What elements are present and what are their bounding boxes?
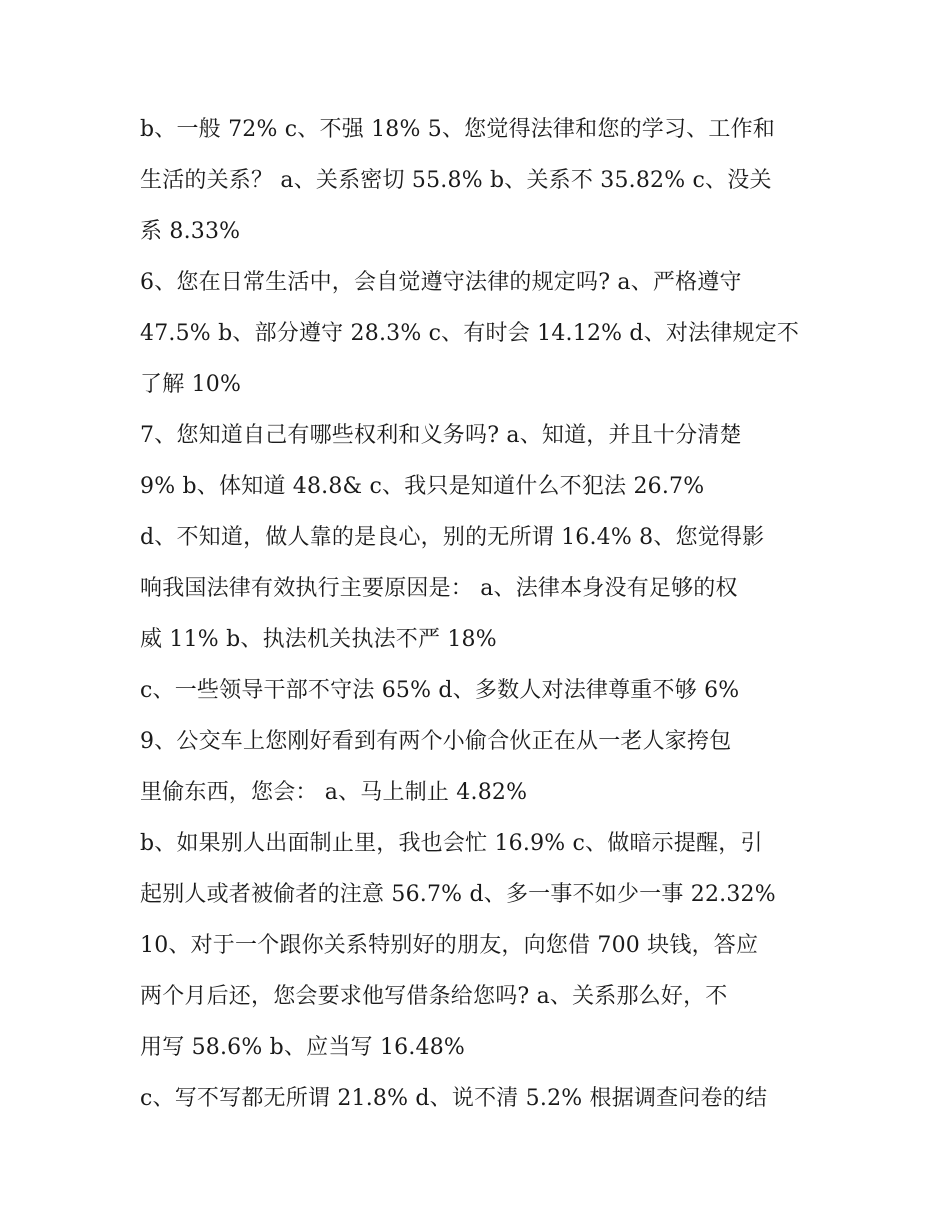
text-line: 7、您知道自己有哪些权利和义务吗? a、知道，并且十分清楚 [140,423,742,448]
text-line: 威 11% b、执法机关执法不严 18% [140,627,497,652]
text-line: 系 8.33% [140,219,241,244]
document-body [140,104,820,1124]
text-line: 起别人或者被偷者的注意 56.7% d、多一事不如少一事 22.32% [140,882,776,907]
text-line: 了解 10% [140,372,242,397]
text-line: 9、公交车上您刚好看到有两个小偷合伙正在从一老人家挎包 [140,729,732,754]
text-line: 用写 58.6% b、应当写 16.48% [140,1035,466,1060]
text-line: 9% b、体知道 48.8& c、我只是知道什么不犯法 26.7% [140,474,705,499]
text-line: 响我国法律有效执行主要原因是： a、法律本身没有足够的权 [140,576,738,601]
text-line: c、写不写都无所谓 21.8% d、说不清 5.2% 根据调查问卷的结 [140,1086,768,1111]
text-line: 47.5% b、部分遵守 28.3% c、有时会 14.12% d、对法律规定不 [140,321,800,346]
text-line: c、一些领导干部不守法 65% d、多数人对法律尊重不够 6% [140,678,740,703]
text-line: 里偷东西，您会： a、马上制止 4.82% [140,780,528,805]
text-line: 6、您在日常生活中，会自觉遵守法律的规定吗? a、严格遵守 [140,270,742,295]
text-line: 10、对于一个跟你关系特别好的朋友，向您借 700 块钱，答应 [140,933,759,958]
text-line: d、不知道，做人靠的是良心，别的无所谓 16.4% 8、您觉得影 [140,525,765,550]
text-line: b、一般 72% c、不强 18% 5、您觉得法律和您的学习、工作和 [140,117,775,142]
text-line: b、如果别人出面制止里，我也会忙 16.9% c、做暗示提醒，引 [140,831,763,856]
text-line: 两个月后还，您会要求他写借条给您吗? a、关系那么好，不 [140,984,728,1009]
text-line: 生活的关系？ a、关系密切 55.8% b、关系不 35.82% c、没关 [140,168,772,193]
